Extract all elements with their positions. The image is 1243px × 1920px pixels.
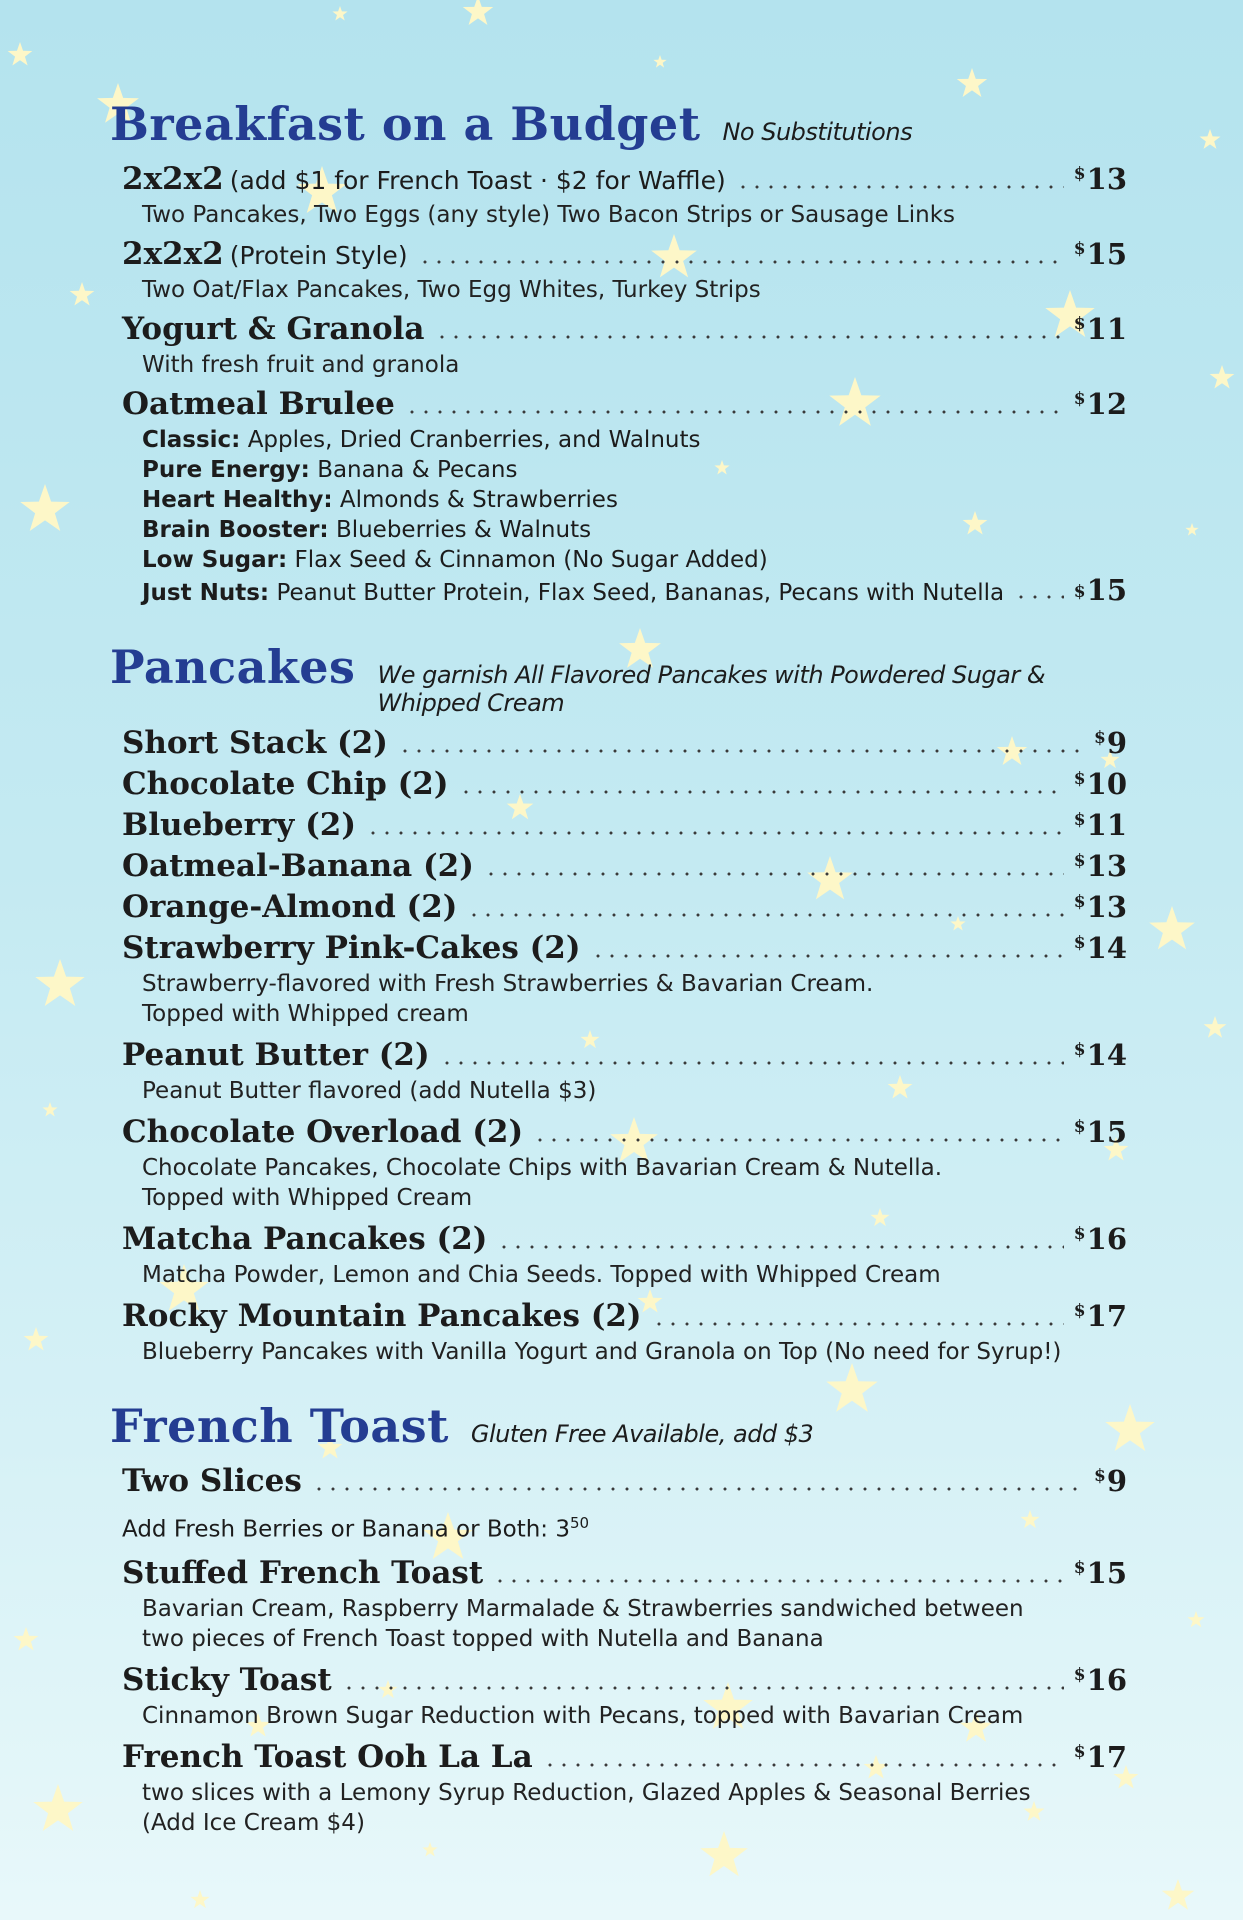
oatmeal-variant: Heart Healthy: Almonds & Strawberries xyxy=(142,487,618,513)
dot-leader xyxy=(652,1321,1064,1327)
item-price: $14 xyxy=(1073,1038,1127,1072)
menu-item-sticky-toast xyxy=(122,1660,1127,1731)
dot-leader xyxy=(467,912,1063,918)
item-name: Two Slices xyxy=(122,1463,302,1499)
dot-leader xyxy=(543,1762,1064,1768)
item-price: $13 xyxy=(1073,849,1127,883)
oatmeal-variant: Classic: Apples, Dried Cranberries, and Walnuts xyxy=(142,427,701,453)
dot-leader xyxy=(342,1685,1064,1691)
item-description: Topped with Whipped Cream xyxy=(142,1185,473,1211)
dot-leader xyxy=(493,1578,1064,1584)
item-price: $11 xyxy=(1073,808,1127,842)
dot-leader xyxy=(440,1060,1064,1066)
item-price: $9 xyxy=(1093,1464,1127,1498)
item-price: $15 xyxy=(1073,237,1127,271)
item-description: two slices with a Lemony Syrup Reduction, Glazed Apples & Seasonal Berries xyxy=(142,1779,1031,1806)
item-name: Chocolate Chip (2) xyxy=(122,766,449,802)
item-price: $17 xyxy=(1073,1739,1127,1774)
item-description: Two Pancakes, Two Eggs (any style) Two Bacon Strips or Sausage Links xyxy=(142,202,956,228)
item-description: (Add Ice Cream $4) xyxy=(142,1809,365,1836)
dot-leader xyxy=(405,409,1064,415)
item-name: Oatmeal-Banana (2) xyxy=(122,848,474,884)
item-price: $15 xyxy=(1073,573,1127,607)
menu-item-oatmeal-banana xyxy=(122,846,1127,887)
dot-leader xyxy=(366,830,1064,836)
item-description: two pieces of French Toast topped with Nutella and Banana xyxy=(142,1625,824,1652)
menu-item-french-toast-ooh-la-la xyxy=(122,1737,1127,1838)
menu-page xyxy=(110,95,1127,1868)
item-name: Oatmeal Brulee xyxy=(122,386,395,422)
item-name: Blueberry (2) xyxy=(122,807,357,843)
menu-item-chocolate-chip xyxy=(122,764,1127,805)
item-name: Matcha Pancakes (2) xyxy=(122,1221,488,1257)
item-name: Strawberry Pink-Cakes (2) xyxy=(122,930,581,966)
menu-item-matcha-pancakes xyxy=(122,1219,1127,1290)
item-description: Peanut Butter flavored (add Nutella $3) xyxy=(142,1078,597,1104)
item-description: Strawberry-flavored with Fresh Strawberries & Bavarian Cream. xyxy=(142,971,874,997)
section-title: Pancakes xyxy=(110,640,356,694)
dot-leader xyxy=(312,1486,1084,1492)
item-price: $11 xyxy=(1073,312,1127,346)
item-price: $9 xyxy=(1093,726,1127,760)
section-breakfast-on-a-budget xyxy=(110,95,1127,608)
dot-leader xyxy=(418,259,1064,265)
section-note: No Substitutions xyxy=(722,118,913,146)
oatmeal-variant: Brain Booster: Blueberries & Walnuts xyxy=(142,517,592,543)
section-title: Breakfast on a Budget xyxy=(110,97,701,151)
dot-leader xyxy=(398,748,1084,754)
item-description: Matcha Powder, Lemon and Chia Seeds. Topped with Whipped Cream xyxy=(142,1262,941,1288)
dot-leader xyxy=(459,789,1064,795)
section-title: French Toast xyxy=(110,1399,449,1453)
dot-leader xyxy=(435,334,1064,340)
item-description: With fresh fruit and granola xyxy=(142,352,460,378)
menu-item-2x2x2 xyxy=(122,159,1127,230)
item-name: 2x2x2 xyxy=(122,236,224,272)
item-price: $15 xyxy=(1073,1555,1127,1590)
item-price: $12 xyxy=(1073,387,1127,421)
item-name: Short Stack (2) xyxy=(122,725,388,761)
item-price: $16 xyxy=(1073,1222,1127,1256)
menu-item-orange-almond xyxy=(122,887,1127,928)
dot-leader xyxy=(1014,594,1064,600)
item-name: Peanut Butter (2) xyxy=(122,1037,430,1073)
item-name: Yogurt & Granola xyxy=(122,311,425,347)
menu-item-blueberry xyxy=(122,805,1127,846)
item-price: $14 xyxy=(1073,931,1127,965)
item-extra: (add $1 for French Toast · $2 for Waffle) xyxy=(229,166,726,195)
item-name: Rocky Mountain Pancakes (2) xyxy=(122,1298,642,1334)
menu-item-peanut-butter xyxy=(122,1035,1127,1106)
menu-item-two-slices xyxy=(122,1461,1127,1547)
item-name: 2x2x2 xyxy=(122,161,224,197)
menu-item-stuffed-french-toast xyxy=(122,1553,1127,1654)
menu-item-short-stack xyxy=(122,723,1127,764)
item-price: $17 xyxy=(1073,1299,1127,1333)
oatmeal-variant: Pure Energy: Banana & Pecans xyxy=(142,457,518,483)
item-price: $10 xyxy=(1073,767,1127,801)
section-french-toast xyxy=(110,1397,1127,1838)
item-extra: (Protein Style) xyxy=(229,241,408,270)
dot-leader xyxy=(736,184,1064,190)
dot-leader xyxy=(497,1244,1063,1250)
menu-item-oatmeal-brulee xyxy=(122,384,1127,608)
item-description: Bavarian Cream, Raspberry Marmalade & Strawberries sandwiched between xyxy=(142,1595,1024,1622)
item-description: Blueberry Pancakes with Vanilla Yogurt and Granola on Top (No need for Syrup!) xyxy=(142,1339,1062,1365)
item-name: French Toast Ooh La La xyxy=(122,1738,533,1775)
item-description: Topped with Whipped cream xyxy=(142,1001,469,1027)
item-description: Chocolate Pancakes, Chocolate Chips with Bavarian Cream & Nutella. xyxy=(142,1155,943,1181)
menu-item-strawberry-pink-cakes xyxy=(122,928,1127,1029)
section-pancakes xyxy=(110,638,1127,1367)
section-note: We garnish All Flavored Pancakes with Powdered Sugar & Whipped Cream xyxy=(377,661,1046,717)
item-price: $13 xyxy=(1073,162,1127,196)
item-price: $16 xyxy=(1073,1662,1127,1697)
oatmeal-variant: Low Sugar: Flax Seed & Cinnamon (No Sugar Added) xyxy=(142,547,768,573)
oatmeal-variant: Just Nuts: Peanut Butter Protein, Flax Seed, Bananas, Pecans with Nutella $15 xyxy=(142,573,1127,607)
item-name: Orange-Almond (2) xyxy=(122,889,458,925)
dot-leader xyxy=(484,871,1064,877)
item-description: Two Oat/Flax Pancakes, Two Egg Whites, Turkey Strips xyxy=(142,277,761,303)
menu-item-chocolate-overload xyxy=(122,1112,1127,1213)
dot-leader xyxy=(591,953,1064,959)
item-name: Stuffed French Toast xyxy=(122,1554,484,1591)
item-price: $13 xyxy=(1073,890,1127,924)
item-price: $15 xyxy=(1073,1115,1127,1149)
add-on-note: Add Fresh Berries or Banana or Both: $3^{50}$ xyxy=(122,1514,590,1543)
item-name: Sticky Toast xyxy=(122,1661,332,1698)
section-note: Gluten Free Available, add $3 xyxy=(470,1420,814,1448)
menu-item-rocky-mountain-pancakes xyxy=(122,1296,1127,1367)
dot-leader xyxy=(533,1137,1064,1143)
item-name: Chocolate Overload (2) xyxy=(122,1114,524,1150)
menu-item-2x2x2-protein xyxy=(122,234,1127,305)
menu-item-yogurt-granola xyxy=(122,309,1127,380)
item-description: Cinnamon Brown Sugar Reduction with Pecans, topped with Bavarian Cream xyxy=(142,1702,1024,1729)
